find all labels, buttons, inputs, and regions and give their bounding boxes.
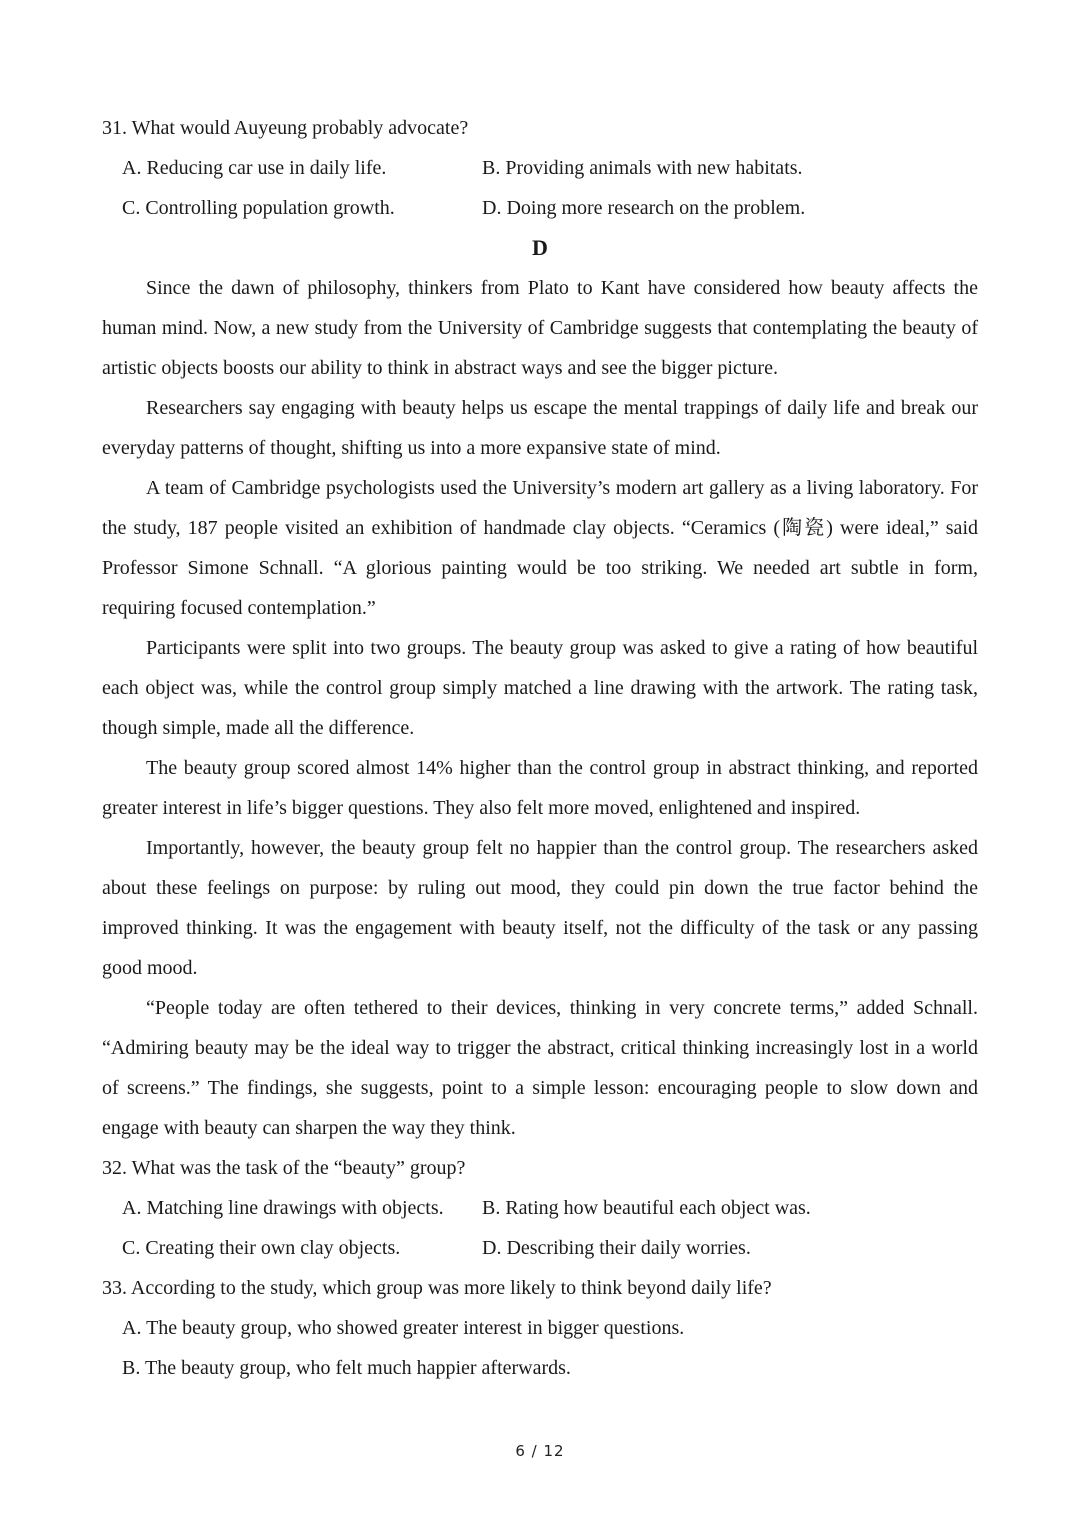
question-33-option-b: B. The beauty group, who felt much happier afterwards. [122,1357,571,1379]
passage-paragraph-4: Participants were split into two groups. The beauty group was asked to give a rating of how beautiful each object was, while the control group simply matched a line drawing with the artwork. The rating task, though simple, made all the difference. [102,637,978,739]
question-31-options-row-2 [102,188,978,228]
question-33-option-a: A. The beauty group, who showed greater interest in bigger questions. [122,1317,685,1339]
question-32-option-d: D. Describing their daily worries. [482,1237,751,1259]
question-32-option-a: A. Matching line drawings with objects. [122,1197,444,1219]
exam-page [102,108,978,1388]
question-31-stem: 31. What would Auyeung probably advocate? [102,117,469,139]
question-31-option-c: C. Controlling population growth. [122,197,395,219]
question-31-option-b: B. Providing animals with new habitats. [482,157,803,179]
passage-paragraph-6: Importantly, however, the beauty group felt no happier than the control group. The researchers asked about these feelings on purpose: by ruling out mood, they could pin down the true factor behind the improved thinking. It was the engagement with beauty itself, not the difficulty of the task or any passing good mood. [102,837,978,979]
question-31-option-d: D. Doing more research on the problem. [482,197,806,219]
passage-paragraph-1: Since the dawn of philosophy, thinkers from Plato to Kant have considered how beauty affects the human mind. Now, a new study from the University of Cambridge suggests that contemplating the beauty of artistic objects boosts our ability to think in abstract ways and see the bigger picture. [102,277,978,379]
question-33-stem: 33. According to the study, which group was more likely to think beyond daily life? [102,1277,772,1299]
question-31-option-a: A. Reducing car use in daily life. [122,157,387,179]
passage-paragraph-5: The beauty group scored almost 14% higher than the control group in abstract thinking, and reported greater interest in life’s bigger questions. They also felt more moved, enlightened and inspired. [102,757,978,819]
question-32-option-b: B. Rating how beautiful each object was. [482,1197,811,1219]
question-32-option-c: C. Creating their own clay objects. [122,1237,401,1259]
passage-paragraph-7: “People today are often tethered to their devices, thinking in very concrete terms,” added Schnall. “Admiring beauty may be the ideal way to trigger the abstract, critical thinking increasingly lost in a world of screens.” The findings, she suggests, point to a simple lesson: encouraging people to slow down and engage with beauty can sharpen the way they think. [102,997,978,1139]
passage-paragraph-2: Researchers say engaging with beauty helps us escape the mental trappings of daily life and break our everyday patterns of thought, shifting us into a more expansive state of mind. [102,397,978,459]
page-number: 6 / 12 [515,1442,565,1460]
question-32-stem: 32. What was the task of the “beauty” group? [102,1157,466,1179]
section-title: D [532,235,548,260]
question-31-options-row-1 [102,148,978,188]
passage-paragraph-3: A team of Cambridge psychologists used the University’s modern art gallery as a living laboratory. For the study, 187 people visited an exhibition of handmade clay objects. “Ceramics (陶瓷) were ideal,” said Professor Simone Schnall. “A glorious painting would be too striking. We needed art subtle in form, requiring focused contemplation.” [102,477,978,619]
question-32-options-row-1 [102,1188,978,1228]
question-32-options-row-2 [102,1228,978,1268]
